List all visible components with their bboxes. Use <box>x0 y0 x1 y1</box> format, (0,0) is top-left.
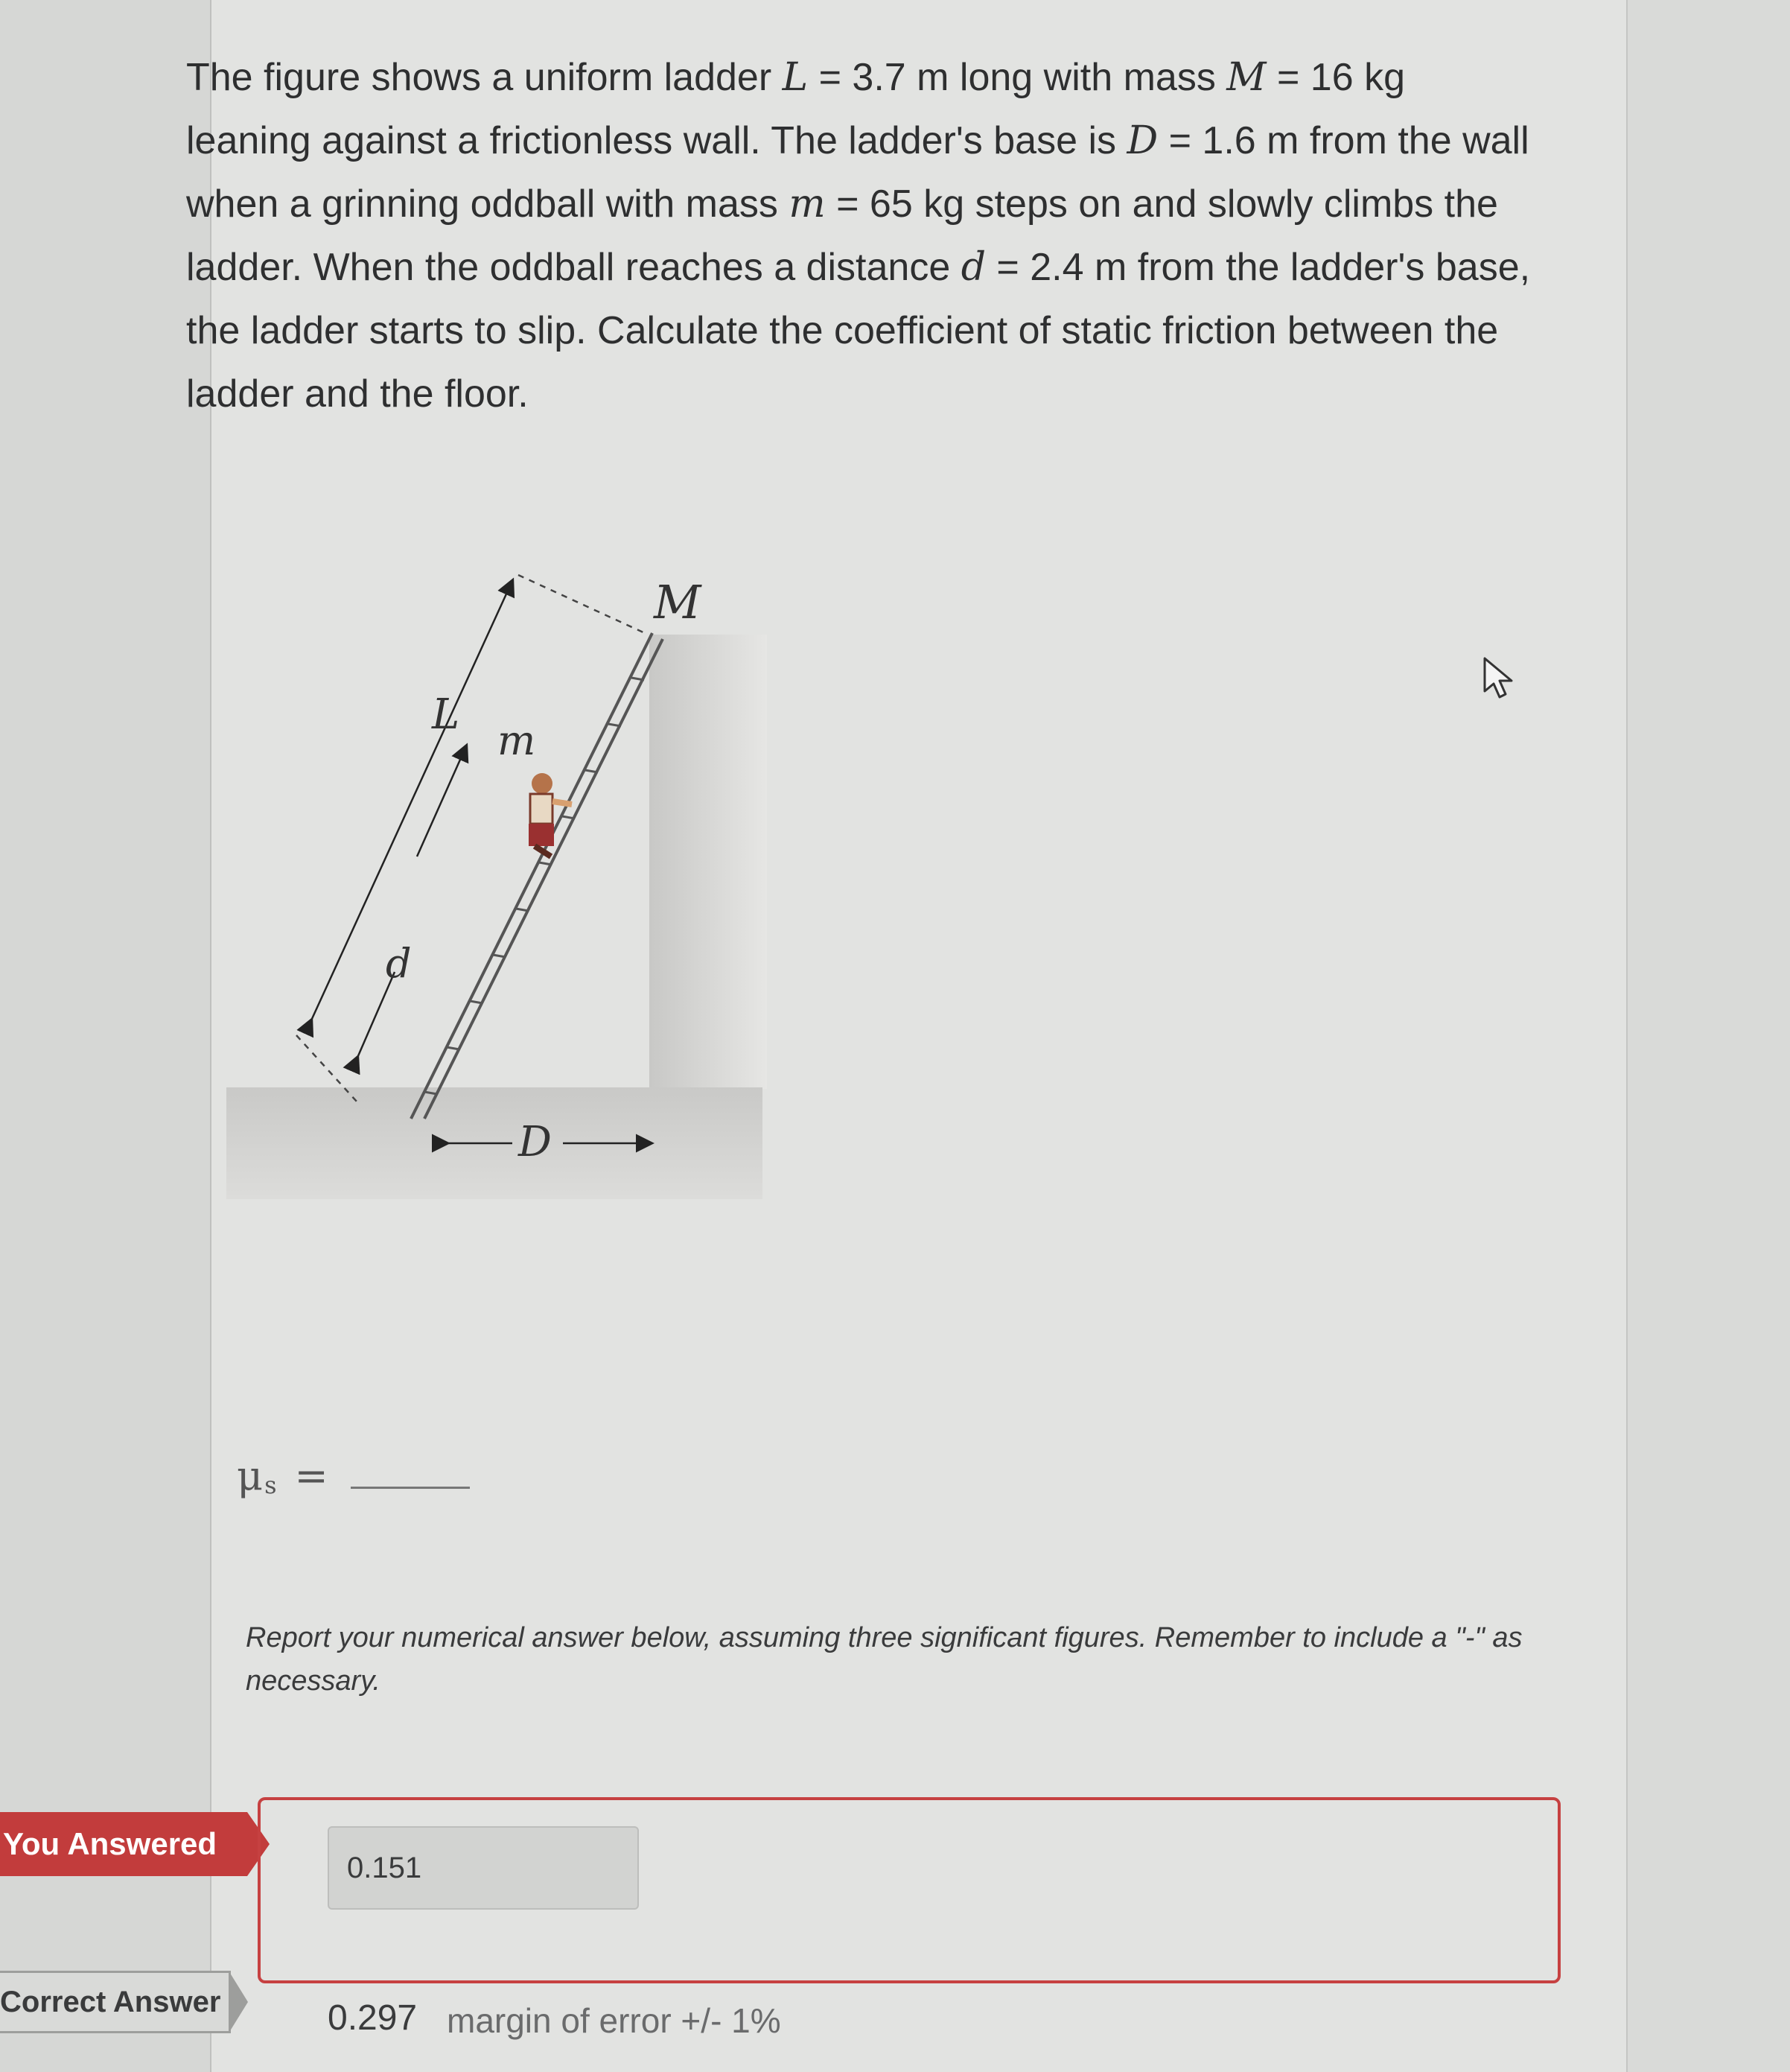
mu-answer-row <box>237 1452 470 1499</box>
margin-of-error: margin of error +/- 1% <box>447 2001 781 2040</box>
label-D: D <box>518 1118 552 1166</box>
left-gutter <box>0 0 210 2072</box>
correct-answer-tag: Correct Answer <box>0 1971 231 2033</box>
wall <box>649 635 767 1089</box>
question-line-2: leaning against a frictionless wall. The ladder's base is D = 1.6 m from the wall <box>186 118 1529 163</box>
question-text <box>186 46 1616 426</box>
label-m: m <box>497 717 536 764</box>
mu-subscript: s <box>264 1471 277 1499</box>
L-dimension-arrow <box>311 581 512 1020</box>
label-L: L <box>432 690 460 739</box>
you-answered-tag: You Answered <box>0 1812 247 1876</box>
question-line-1: The figure shows a uniform ladder L = 3.7 m long with mass M = 16 kg <box>186 55 1405 100</box>
question-line-6: ladder and the floor. <box>186 372 529 416</box>
mu-equals: = <box>294 1452 328 1499</box>
label-d: d <box>386 940 412 987</box>
label-M: M <box>654 575 701 629</box>
answer-blank <box>351 1487 470 1489</box>
instruction-text: Report your numerical answer below, assuming three significant figures. Remember to include a "-" as necessary. <box>246 1622 1523 1697</box>
ladder-figure <box>223 544 767 1199</box>
question-line-5: the ladder starts to slip. Calculate the coefficient of static friction between the <box>186 309 1499 352</box>
cursor-arrow-icon <box>1482 655 1519 700</box>
question-line-3: when a grinning oddball with mass m = 65 kg steps on and slowly climbs the <box>186 182 1498 226</box>
mu-symbol: μ <box>237 1452 264 1499</box>
question-line-4: ladder. When the oddball reaches a distance d = 2.4 m from the ladder's base, <box>186 245 1531 290</box>
submitted-answer-field[interactable]: 0.151 <box>328 1826 639 1910</box>
oddball-person <box>529 773 572 857</box>
correct-answer-value: 0.297 <box>328 1998 418 2038</box>
